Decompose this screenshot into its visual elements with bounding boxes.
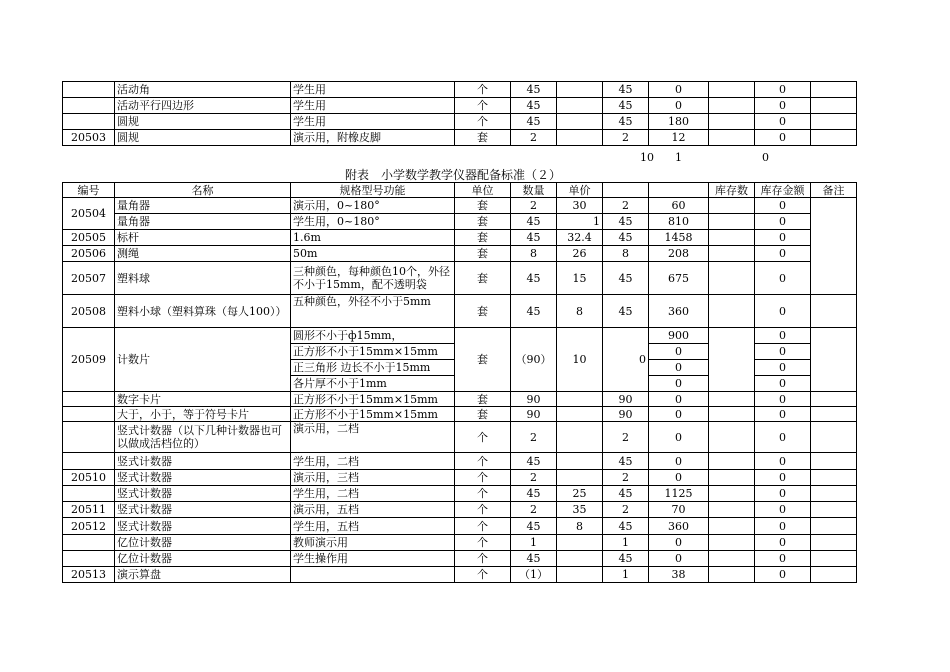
- cell-c8: 0: [649, 82, 709, 98]
- cell-stock: [709, 567, 755, 583]
- cell-unit: 套: [455, 407, 511, 422]
- cell-qty: 45: [511, 453, 557, 470]
- cell-col8: 1125: [649, 486, 709, 502]
- cell-price: 35: [557, 502, 603, 518]
- cell-unit: 个: [455, 567, 511, 583]
- cell-spec: 1.6m: [291, 230, 455, 246]
- cell-name: 计数片: [115, 328, 291, 392]
- cell-note: [811, 518, 857, 535]
- header-unit: 单位: [455, 183, 511, 198]
- cell-spec: 三种颜色，每种颜色10个，外径不小于15mm，配不透明袋: [291, 262, 455, 295]
- cell-name: 量角器: [115, 198, 291, 214]
- cell-note: [811, 392, 857, 407]
- cell-price: [557, 392, 603, 407]
- cell-unit: 个: [455, 453, 511, 470]
- cell-note: [811, 422, 857, 453]
- header-blank-2: [649, 183, 709, 198]
- cell-unit: 个: [455, 535, 511, 551]
- cell-c7: 45: [603, 114, 649, 130]
- cell-col8: 0: [649, 535, 709, 551]
- cell-stock: [709, 98, 755, 114]
- cell-unit: 套: [455, 262, 511, 295]
- cell-spec: 圆形不小于ф15mm，: [291, 328, 455, 344]
- cell-col7: 8: [603, 246, 649, 262]
- table-row: [63, 535, 857, 551]
- cell-price: 26: [557, 246, 603, 262]
- cell-col7: 90: [603, 407, 649, 422]
- cell-stock: [709, 328, 755, 392]
- cell-amount: 0: [755, 114, 811, 130]
- cell-unit: 个: [455, 98, 511, 114]
- table-row: [63, 82, 857, 98]
- cell-code: 20506: [63, 246, 115, 262]
- cell-amount: 0: [755, 486, 811, 502]
- cell-spec: 学生用: [291, 114, 455, 130]
- cell-price: 15: [557, 262, 603, 295]
- cell-unit: 个: [455, 551, 511, 567]
- cell-price: [557, 407, 603, 422]
- cell-col8: 38: [649, 567, 709, 583]
- cell-col7: 2: [603, 470, 649, 486]
- table-row: [63, 130, 857, 146]
- cell-note: [811, 295, 857, 328]
- cell-name: 测绳: [115, 246, 291, 262]
- cell-amount: 0: [755, 422, 811, 453]
- cell-code: [63, 486, 115, 502]
- cell-qty: （90）: [511, 328, 557, 392]
- cell-amount: 0: [755, 262, 811, 295]
- cell-col8: 810: [649, 214, 709, 230]
- header-code: 编号: [63, 183, 115, 198]
- cell-amount: 0: [755, 567, 811, 583]
- cell-qty: 45: [511, 262, 557, 295]
- cell-name: 演示算盘: [115, 567, 291, 583]
- cell-note: [811, 407, 857, 422]
- cell-amount: 0: [755, 246, 811, 262]
- cell-note: [811, 486, 857, 502]
- cell-qty: 45: [511, 98, 557, 114]
- header-spec: 规格型号功能: [291, 183, 455, 198]
- cell-qty: 2: [511, 198, 557, 214]
- cell-price: 8: [557, 518, 603, 535]
- cell-price: [557, 130, 603, 146]
- cell-name: 塑料小球（塑料算珠（每人100））: [115, 295, 291, 328]
- table-row: [63, 114, 857, 130]
- cell-amount: 0: [755, 214, 811, 230]
- cell-col8: 0: [649, 470, 709, 486]
- cell-col8: 360: [649, 295, 709, 328]
- cell-spec: 50m: [291, 246, 455, 262]
- cell-col8: 1458: [649, 230, 709, 246]
- cell-qty: 45: [511, 486, 557, 502]
- cell-stock: [709, 198, 755, 214]
- cell-col7: 45: [603, 295, 649, 328]
- cell-code: [63, 98, 115, 114]
- cell-qty: 2: [511, 470, 557, 486]
- table-row: [63, 453, 857, 470]
- cell-qty: 2: [511, 130, 557, 146]
- cell-spec: 学生用，0~180°: [291, 214, 455, 230]
- cell-unit: 个: [455, 518, 511, 535]
- cell-stock: [709, 535, 755, 551]
- cell-name: 竖式计数器（以下几种计数器也可以做成活档位的）: [115, 422, 291, 453]
- cell-code: [63, 392, 115, 407]
- cell-price: [557, 567, 603, 583]
- cell-amount: 0: [755, 551, 811, 567]
- table-row: [63, 486, 857, 502]
- cell-spec: 教师演示用: [291, 535, 455, 551]
- cell-col8: 70: [649, 502, 709, 518]
- table-row: [63, 98, 857, 114]
- cell-qty: 90: [511, 392, 557, 407]
- cell-qty: 45: [511, 82, 557, 98]
- cell-col7: 2: [603, 198, 649, 214]
- cell-stock: [709, 230, 755, 246]
- cell-code: [63, 551, 115, 567]
- cell-stock: [709, 453, 755, 470]
- cell-name: 竖式计数器: [115, 453, 291, 470]
- cell-qty: 45: [511, 551, 557, 567]
- cell-note: [811, 453, 857, 470]
- cell-unit: 套: [455, 392, 511, 407]
- cell-spec: 学生用: [291, 98, 455, 114]
- cell-col8: 0: [649, 453, 709, 470]
- cell-amount: 0: [755, 518, 811, 535]
- main-table: [62, 182, 857, 583]
- cell-stock: [709, 470, 755, 486]
- table-row: [63, 392, 857, 407]
- cell-code: [63, 82, 115, 98]
- cell-stock: [709, 486, 755, 502]
- cell-amount: 0: [755, 360, 811, 376]
- cell-code: 20504: [63, 198, 115, 230]
- cell-qty: 45: [511, 295, 557, 328]
- cell-col8: 0: [649, 360, 709, 376]
- cell-price: [557, 535, 603, 551]
- cell-qty: 8: [511, 246, 557, 262]
- cell-spec: 演示用，0~180°: [291, 198, 455, 214]
- table-row: [63, 470, 857, 486]
- cell-note: [811, 114, 857, 130]
- cell-col7: 45: [603, 486, 649, 502]
- cell-price: 8: [557, 295, 603, 328]
- cell-name: 数字卡片: [115, 392, 291, 407]
- cell-note: [811, 82, 857, 98]
- table-row: [63, 422, 857, 453]
- stray-number-a: 10: [640, 151, 654, 164]
- cell-name: 竖式计数器: [115, 486, 291, 502]
- table-row: [63, 214, 857, 230]
- table-row: [63, 328, 857, 344]
- cell-qty: （1）: [511, 567, 557, 583]
- cell-code: 20512: [63, 518, 115, 535]
- table-row: [63, 295, 857, 328]
- cell-amount: 0: [755, 295, 811, 328]
- cell-price: [557, 114, 603, 130]
- cell-name: 活动角: [115, 82, 291, 98]
- cell-name: 亿位计数器: [115, 535, 291, 551]
- header-row: [63, 183, 857, 198]
- table-row: [63, 262, 857, 295]
- cell-qty: 45: [511, 230, 557, 246]
- cell-unit: 个: [455, 114, 511, 130]
- cell-note: [811, 470, 857, 486]
- cell-spec: 正三角形 边长不小于15mm: [291, 360, 455, 376]
- cell-spec: 演示用，三档: [291, 470, 455, 486]
- table-row: [63, 567, 857, 583]
- cell-unit: 个: [455, 502, 511, 518]
- cell-qty: 1: [511, 535, 557, 551]
- cell-price: [557, 98, 603, 114]
- cell-stock: [709, 407, 755, 422]
- cell-name: 竖式计数器: [115, 470, 291, 486]
- cell-c8: 180: [649, 114, 709, 130]
- cell-unit: 套: [455, 328, 511, 392]
- cell-spec: 演示用，二档: [291, 422, 455, 453]
- cell-spec: 正方形不小于15mm×15mm: [291, 392, 455, 407]
- header-amount: 库存金额: [755, 183, 811, 198]
- header-price: 单价: [557, 183, 603, 198]
- cell-amount: 0: [755, 130, 811, 146]
- cell-col8: 0: [649, 376, 709, 392]
- cell-stock: [709, 295, 755, 328]
- cell-price: [557, 82, 603, 98]
- header-qty: 数量: [511, 183, 557, 198]
- cell-unit: 套: [455, 130, 511, 146]
- cell-spec: 正方形不小于15mm×15mm: [291, 407, 455, 422]
- cell-price: 32.4: [557, 230, 603, 246]
- cell-unit: 个: [455, 486, 511, 502]
- cell-name: 大于，小于，等于符号卡片: [115, 407, 291, 422]
- cell-amount: 0: [755, 502, 811, 518]
- cell-stock: [709, 246, 755, 262]
- cell-unit: 套: [455, 198, 511, 214]
- cell-col8: 360: [649, 518, 709, 535]
- cell-col7: 45: [603, 214, 649, 230]
- cell-c7: 2: [603, 130, 649, 146]
- cell-note: [811, 535, 857, 551]
- cell-amount: 0: [755, 328, 811, 344]
- cell-code: [63, 114, 115, 130]
- cell-spec: 学生用，二档: [291, 453, 455, 470]
- cell-amount: 0: [755, 98, 811, 114]
- cell-name: 竖式计数器: [115, 518, 291, 535]
- cell-spec: 各片厚不小于1mm: [291, 376, 455, 392]
- cell-spec: 学生用: [291, 82, 455, 98]
- cell-stock: [709, 130, 755, 146]
- cell-name: 圆规: [115, 114, 291, 130]
- cell-stock: [709, 82, 755, 98]
- cell-spec: 学生用，五档: [291, 518, 455, 535]
- cell-name: 竖式计数器: [115, 502, 291, 518]
- table-row: [63, 551, 857, 567]
- cell-qty: 90: [511, 407, 557, 422]
- cell-col8: 675: [649, 262, 709, 295]
- cell-qty: 2: [511, 422, 557, 453]
- cell-code: [63, 422, 115, 453]
- cell-note: [811, 328, 857, 392]
- cell-note: [811, 551, 857, 567]
- cell-spec: 演示用，五档: [291, 502, 455, 518]
- cell-stock: [709, 392, 755, 407]
- cell-price: 10: [557, 328, 603, 392]
- cell-spec: 正方形不小于15mm×15mm: [291, 344, 455, 360]
- table-title: 附表 小学数学教学仪器配备标准（２）: [345, 168, 562, 182]
- cell-code: 20507: [63, 262, 115, 295]
- cell-unit: 套: [455, 230, 511, 246]
- cell-col7: 1: [603, 567, 649, 583]
- cell-col7: 45: [603, 453, 649, 470]
- top-table: [62, 81, 857, 146]
- cell-c8: 0: [649, 98, 709, 114]
- cell-amount: 0: [755, 344, 811, 360]
- table-row: [63, 230, 857, 246]
- cell-stock: [709, 262, 755, 295]
- cell-price: 25: [557, 486, 603, 502]
- cell-col7: 45: [603, 262, 649, 295]
- cell-code: 20511: [63, 502, 115, 518]
- cell-price: [557, 453, 603, 470]
- cell-col7: 1: [603, 535, 649, 551]
- cell-unit: 套: [455, 214, 511, 230]
- cell-amount: 0: [755, 82, 811, 98]
- cell-unit: 个: [455, 82, 511, 98]
- cell-col8: 60: [649, 198, 709, 214]
- cell-c8: 12: [649, 130, 709, 146]
- cell-code: 20503: [63, 130, 115, 146]
- cell-name: 标杆: [115, 230, 291, 246]
- cell-col7: 2: [603, 422, 649, 453]
- cell-price: 1: [557, 214, 603, 230]
- cell-spec: 学生操作用: [291, 551, 455, 567]
- header-name: 名称: [115, 183, 291, 198]
- cell-amount: 0: [755, 470, 811, 486]
- table-row: [63, 198, 857, 214]
- cell-stock: [709, 422, 755, 453]
- table-row: [63, 518, 857, 535]
- cell-code: [63, 535, 115, 551]
- cell-spec: 演示用，附橡皮脚: [291, 130, 455, 146]
- cell-amount: 0: [755, 407, 811, 422]
- cell-col8: 0: [649, 407, 709, 422]
- cell-price: [557, 470, 603, 486]
- cell-note: [811, 98, 857, 114]
- cell-amount: 0: [755, 230, 811, 246]
- cell-spec: 学生用，二档: [291, 486, 455, 502]
- cell-col7: 45: [603, 518, 649, 535]
- cell-col8: 900: [649, 328, 709, 344]
- cell-col8: 0: [649, 551, 709, 567]
- cell-col7: 0: [603, 328, 649, 392]
- cell-col8: 0: [649, 422, 709, 453]
- cell-col7: 2: [603, 502, 649, 518]
- table-row: [63, 246, 857, 262]
- cell-code: [63, 407, 115, 422]
- cell-price: [557, 422, 603, 453]
- cell-qty: 45: [511, 114, 557, 130]
- cell-code: 20509: [63, 328, 115, 392]
- cell-amount: 0: [755, 535, 811, 551]
- cell-col7: 45: [603, 230, 649, 246]
- table-row: [63, 407, 857, 422]
- cell-code: [63, 453, 115, 470]
- cell-stock: [709, 502, 755, 518]
- cell-note: [811, 567, 857, 583]
- cell-col8: 208: [649, 246, 709, 262]
- cell-price: [557, 551, 603, 567]
- cell-note: [811, 130, 857, 146]
- cell-note: [811, 198, 857, 295]
- cell-col7: 45: [603, 551, 649, 567]
- cell-name: 塑料球: [115, 262, 291, 295]
- cell-code: 20508: [63, 295, 115, 328]
- cell-amount: 0: [755, 392, 811, 407]
- cell-stock: [709, 114, 755, 130]
- stray-number-c: 0: [762, 151, 769, 164]
- stray-number-b: 1: [675, 151, 682, 164]
- header-stock: 库存数: [709, 183, 755, 198]
- header-blank-1: [603, 183, 649, 198]
- cell-qty: 45: [511, 214, 557, 230]
- cell-amount: 0: [755, 376, 811, 392]
- cell-unit: 套: [455, 246, 511, 262]
- cell-code: 20510: [63, 470, 115, 486]
- cell-stock: [709, 551, 755, 567]
- cell-unit: 个: [455, 422, 511, 453]
- cell-code: 20513: [63, 567, 115, 583]
- cell-spec: [291, 567, 455, 583]
- cell-stock: [709, 518, 755, 535]
- cell-note: [811, 502, 857, 518]
- cell-name: 量角器: [115, 214, 291, 230]
- cell-c7: 45: [603, 82, 649, 98]
- cell-unit: 个: [455, 470, 511, 486]
- cell-col7: 90: [603, 392, 649, 407]
- cell-name: 活动平行四边形: [115, 98, 291, 114]
- cell-c7: 45: [603, 98, 649, 114]
- cell-unit: 套: [455, 295, 511, 328]
- cell-stock: [709, 214, 755, 230]
- cell-price: 30: [557, 198, 603, 214]
- cell-col8: 0: [649, 344, 709, 360]
- cell-amount: 0: [755, 198, 811, 214]
- cell-code: 20505: [63, 230, 115, 246]
- table-row: [63, 502, 857, 518]
- cell-name: 圆规: [115, 130, 291, 146]
- header-note: 备注: [811, 183, 857, 198]
- cell-col8: 0: [649, 392, 709, 407]
- cell-qty: 2: [511, 502, 557, 518]
- cell-amount: 0: [755, 453, 811, 470]
- cell-name: 亿位计数器: [115, 551, 291, 567]
- cell-qty: 45: [511, 518, 557, 535]
- cell-spec: 五种颜色，外径不小于5mm: [291, 295, 455, 328]
